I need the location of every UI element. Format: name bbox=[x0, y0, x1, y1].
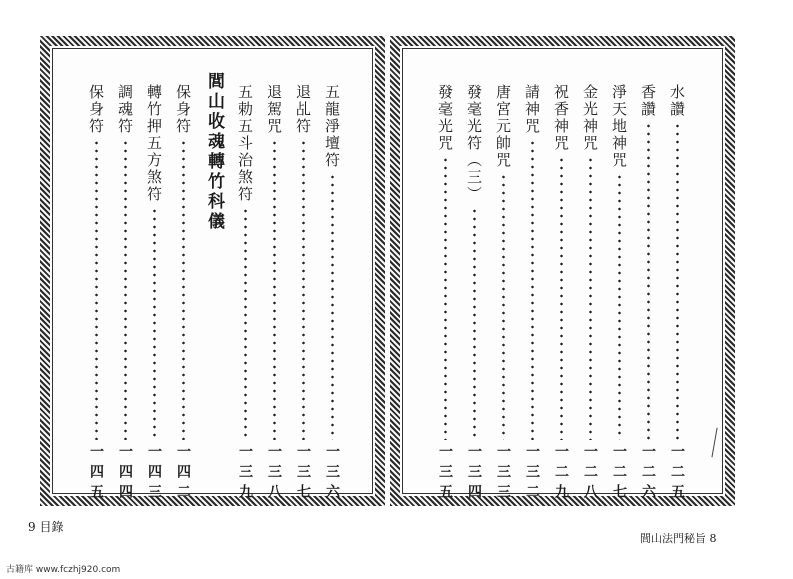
toc-entry-page: 一三八 bbox=[266, 444, 282, 504]
dot-leader bbox=[444, 156, 447, 440]
toc-entry-page: 一二八 bbox=[582, 444, 598, 504]
toc-entry-title: 香讚 bbox=[639, 84, 657, 118]
dot-leader bbox=[331, 173, 334, 440]
dot-leader bbox=[502, 173, 505, 440]
footer-right-page-number: 閭山法門秘旨 8 bbox=[640, 532, 717, 545]
toc-entry-page: 一三六 bbox=[324, 444, 340, 504]
toc-entry-page: 一三二 bbox=[524, 444, 540, 504]
dot-leader bbox=[618, 173, 621, 440]
toc-entry bbox=[464, 84, 484, 504]
toc-entry bbox=[293, 84, 313, 504]
toc-entry-title: 水讚 bbox=[668, 84, 686, 118]
toc-entry bbox=[580, 84, 600, 504]
dot-leader bbox=[531, 139, 534, 440]
toc-entry-title: 轉竹押五方煞符 bbox=[145, 84, 163, 203]
dot-leader bbox=[95, 139, 98, 440]
left-page bbox=[40, 36, 385, 506]
toc-entry-page: 一四五 bbox=[88, 444, 104, 504]
toc-entry-page: 一三三 bbox=[495, 444, 511, 504]
toc-entry bbox=[493, 84, 513, 504]
toc-entry-title: 發毫光符（三） bbox=[465, 84, 483, 203]
toc-entry bbox=[522, 84, 542, 504]
toc-entry bbox=[115, 84, 135, 504]
toc-entry-title: 調魂符 bbox=[116, 84, 134, 135]
toc-entry bbox=[264, 84, 284, 504]
toc-entry-title: 五勅五斗治煞符 bbox=[236, 84, 254, 203]
toc-entry bbox=[551, 84, 571, 504]
toc-entry-title: 退乩符 bbox=[294, 84, 312, 135]
toc-entry bbox=[235, 84, 255, 504]
toc-entry-title: 請神咒 bbox=[523, 84, 541, 135]
toc-entry-title: 祝香神咒 bbox=[552, 84, 570, 152]
toc-entry bbox=[667, 84, 687, 504]
dot-leader bbox=[676, 122, 679, 440]
toc-entry-page: 一三四 bbox=[466, 444, 482, 504]
toc-entry-page: 一二七 bbox=[611, 444, 627, 504]
toc-entry-page: 一二五 bbox=[669, 444, 685, 504]
dot-leader bbox=[473, 207, 476, 440]
section-heading-title: 閭山收魂轉竹科儀 bbox=[204, 72, 224, 232]
toc-entry-page: 一三九 bbox=[237, 444, 253, 504]
dot-leader bbox=[244, 207, 247, 440]
toc-entry-page: 一三七 bbox=[295, 444, 311, 504]
toc-entry-title: 五龍淨壇符 bbox=[323, 84, 341, 169]
dot-leader bbox=[153, 207, 156, 440]
dot-leader bbox=[302, 139, 305, 440]
toc-entry-page: 一四四 bbox=[117, 444, 133, 504]
toc-entry-page: 一四三 bbox=[146, 444, 162, 504]
toc-entry-page: 一三五 bbox=[437, 444, 453, 504]
toc-entry-title: 發毫光咒 bbox=[436, 84, 454, 152]
dot-leader bbox=[560, 156, 563, 440]
toc-entry-page: 一二九 bbox=[553, 444, 569, 504]
toc-entry-title: 保身符 bbox=[174, 84, 192, 135]
toc-entry bbox=[609, 84, 629, 504]
toc-entry bbox=[86, 84, 106, 504]
toc-entry-title: 淨天地神咒 bbox=[610, 84, 628, 169]
dot-leader bbox=[124, 139, 127, 440]
toc-entry-page: 一二六 bbox=[640, 444, 656, 504]
dot-leader bbox=[589, 156, 592, 440]
section-heading bbox=[204, 72, 224, 232]
toc-entry-title: 保身符 bbox=[87, 84, 105, 135]
toc-entry bbox=[173, 84, 193, 504]
toc-entry-title: 唐宮元帥咒 bbox=[494, 84, 512, 169]
toc-entry bbox=[322, 84, 342, 504]
toc-entry-title: 金光神咒 bbox=[581, 84, 599, 152]
toc-entry-title: 退駕咒 bbox=[265, 84, 283, 135]
toc-entry bbox=[144, 84, 164, 504]
dot-leader bbox=[647, 122, 650, 440]
dot-leader bbox=[273, 139, 276, 440]
right-page bbox=[390, 36, 735, 506]
dot-leader bbox=[182, 139, 185, 440]
watermark: 古籍库 www.fczhj920.com bbox=[6, 565, 121, 575]
toc-entry bbox=[435, 84, 455, 504]
toc-entry-page: 一四二 bbox=[175, 444, 191, 504]
footer-left-page-number: 9 目錄 bbox=[28, 520, 64, 534]
toc-entry bbox=[638, 84, 658, 504]
